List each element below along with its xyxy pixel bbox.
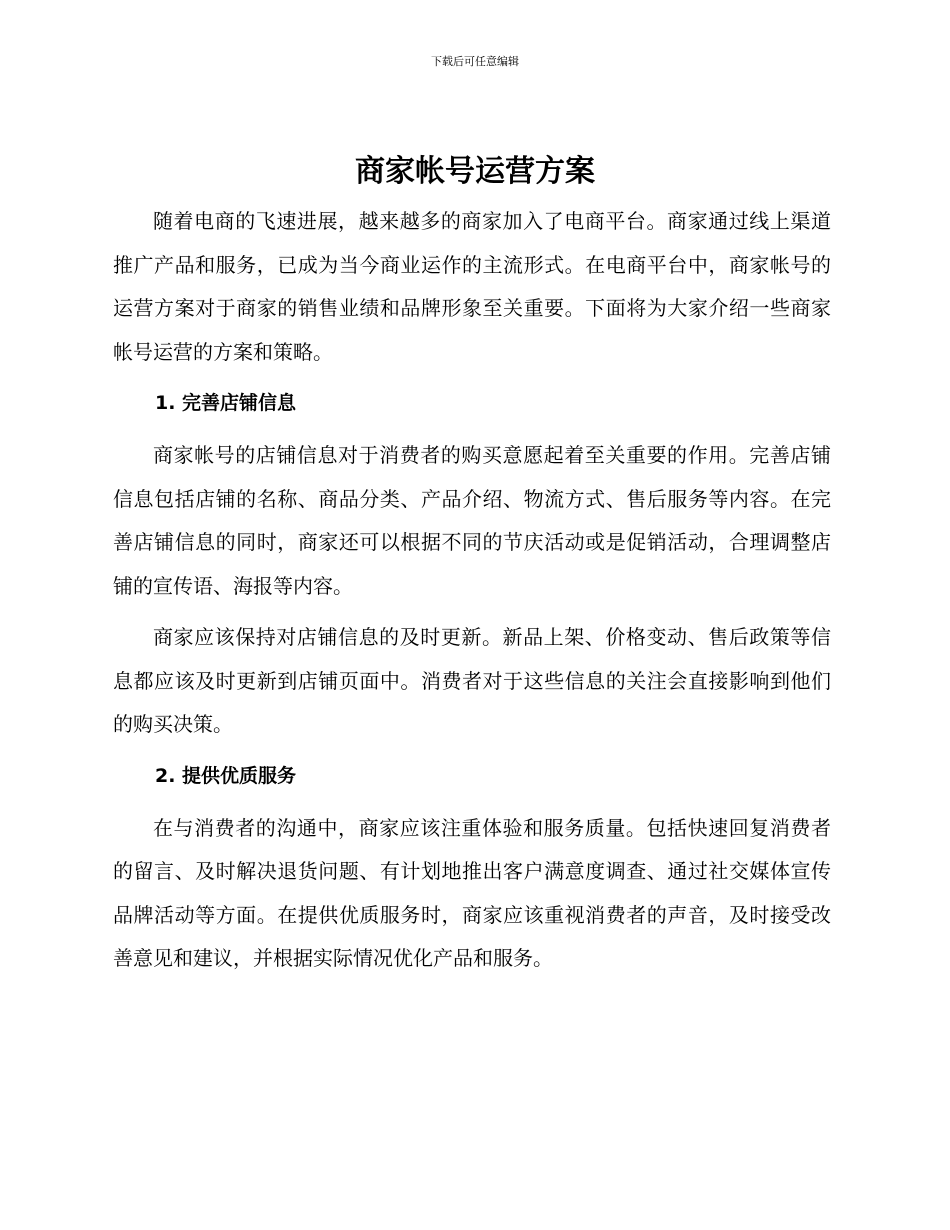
section-heading-1: 1. 完善店铺信息 xyxy=(155,392,297,414)
section-heading-2: 2. 提供优质服务 xyxy=(155,764,297,787)
section-1-paragraph-1: 商家帐号的店铺信息对于消费者的购买意愿起着至关重要的作用。完善店铺信息包括店铺的名称、商品分类、产品介绍、物流方式、售后服务等内容。在完善店铺信息的同时，商家还可以根据不同的节庆活动或是促销活动，合理调整店铺的宣传语、海报等内容。 xyxy=(113,443,831,598)
section-2-paragraph-1: 在与消费者的沟通中，商家应该注重体验和服务质量。包括快速回复消费者的留言、及时解决退货问题、有计划地推出客户满意度调查、通过社交媒体宣传品牌活动等方面。在提供优质服务时，商家应该重视消费者的声音，及时接受改善意见和建议，并根据实际情况优化产品和服务。 xyxy=(113,815,831,970)
intro-paragraph: 随着电商的飞速进展，越来越多的商家加入了电商平台。商家通过线上渠道推广产品和服务，已成为当今商业运作的主流形式。在电商平台中，商家帐号的运营方案对于商家的销售业绩和品牌形象至关重要。下面将为大家介绍一些商家帐号运营的方案和策略。 xyxy=(113,209,831,364)
header-note: 下载后可任意编辑 xyxy=(431,55,519,68)
document-body xyxy=(113,200,831,989)
page-title: 商家帐号运营方案 xyxy=(355,154,595,189)
section-1-paragraph-2: 商家应该保持对店铺信息的及时更新。新品上架、价格变动、售后政策等信息都应该及时更新到店铺页面中。消费者对于这些信息的关注会直接影响到他们的购买决策。 xyxy=(113,625,831,736)
